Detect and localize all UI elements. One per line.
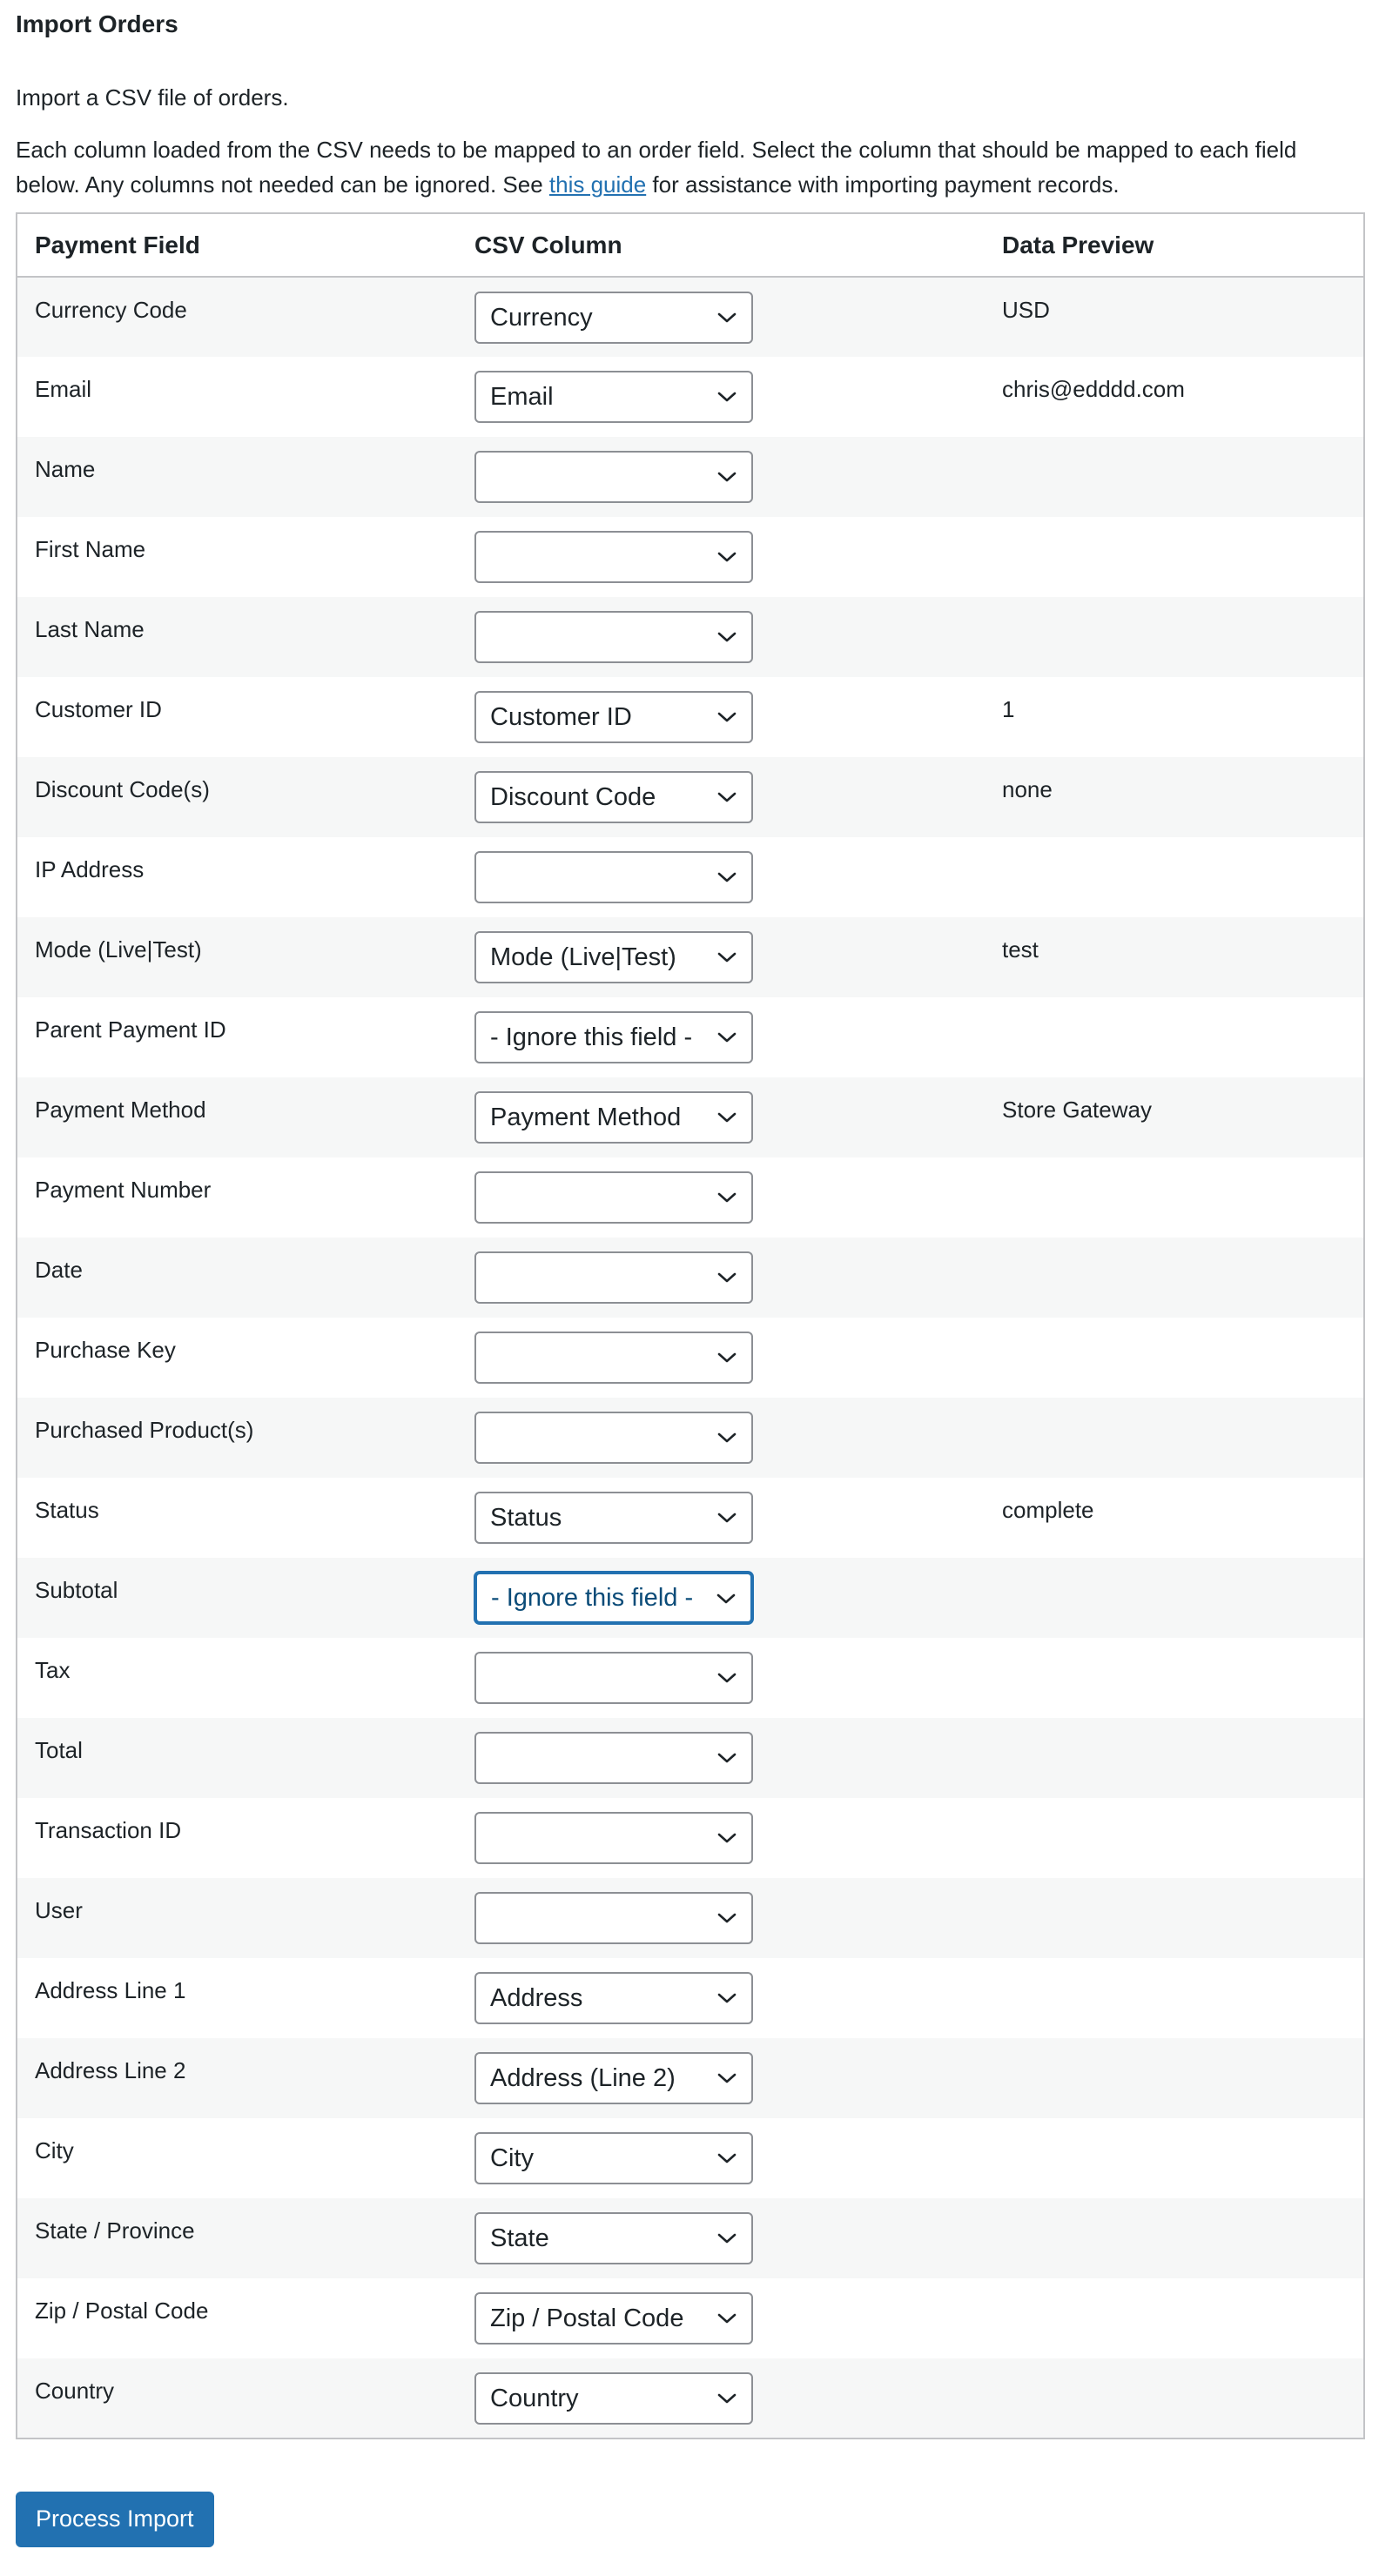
data-preview-value — [985, 437, 1364, 517]
csv-column-select[interactable] — [474, 1412, 753, 1464]
table-row — [17, 1157, 1364, 1238]
header-csv-column: CSV Column — [457, 213, 985, 277]
chevron-down-icon — [716, 2231, 737, 2245]
data-preview-value: none — [985, 757, 1364, 837]
chevron-down-icon — [716, 1831, 737, 1845]
guide-link[interactable]: this guide — [548, 171, 647, 198]
csv-column-select-value: Discount Code — [490, 783, 656, 811]
csv-column-select[interactable] — [474, 1972, 753, 2024]
csv-column-select[interactable] — [474, 1492, 753, 1544]
process-import-button[interactable]: Process Import — [16, 2492, 214, 2547]
csv-column-cell — [457, 1878, 985, 1958]
chevron-down-icon — [716, 2311, 737, 2325]
chevron-down-icon — [716, 1511, 737, 1525]
csv-column-select[interactable] — [474, 1572, 753, 1624]
table-row — [17, 1318, 1364, 1398]
data-preview-value — [985, 1398, 1364, 1478]
payment-field-label: Mode (Live|Test) — [17, 917, 457, 997]
payment-field-label: Discount Code(s) — [17, 757, 457, 837]
chevron-down-icon — [716, 1271, 737, 1285]
csv-column-select[interactable] — [474, 2052, 753, 2104]
table-row — [17, 1958, 1364, 2038]
data-preview-value — [985, 1157, 1364, 1238]
csv-column-cell — [457, 2198, 985, 2278]
chevron-down-icon — [716, 870, 737, 884]
csv-column-select[interactable] — [474, 2372, 753, 2425]
csv-column-cell — [457, 837, 985, 917]
table-row — [17, 917, 1364, 997]
csv-column-cell — [457, 2358, 985, 2438]
csv-column-select-value: - Ignore this field - — [490, 1023, 693, 1051]
csv-column-cell — [457, 677, 985, 757]
field-mapping-table — [16, 212, 1365, 2439]
csv-column-select[interactable] — [474, 611, 753, 663]
payment-field-label: Purchased Product(s) — [17, 1398, 457, 1478]
csv-column-cell — [457, 2278, 985, 2358]
data-preview-value — [985, 997, 1364, 1077]
csv-column-select[interactable] — [474, 1091, 753, 1144]
data-preview-value — [985, 1958, 1364, 2038]
chevron-down-icon — [716, 390, 737, 404]
chevron-down-icon — [716, 470, 737, 484]
csv-column-select[interactable] — [474, 531, 753, 583]
csv-column-select[interactable] — [474, 851, 753, 903]
csv-column-cell — [457, 517, 985, 597]
payment-field-label: Purchase Key — [17, 1318, 457, 1398]
payment-field-label: Subtotal — [17, 1558, 457, 1638]
data-preview-value — [985, 1318, 1364, 1398]
csv-column-select[interactable] — [474, 1732, 753, 1784]
csv-column-select-value: Status — [490, 1504, 562, 1532]
data-preview-value: complete — [985, 1478, 1364, 1558]
table-row — [17, 2358, 1364, 2438]
data-preview-value — [985, 1638, 1364, 1718]
payment-field-label: Email — [17, 357, 457, 437]
payment-field-label: Zip / Postal Code — [17, 2278, 457, 2358]
payment-field-label: Name — [17, 437, 457, 517]
csv-column-select[interactable] — [474, 1892, 753, 1944]
table-row — [17, 1398, 1364, 1478]
chevron-down-icon — [716, 1592, 737, 1606]
csv-column-select[interactable] — [474, 691, 753, 743]
chevron-down-icon — [716, 1991, 737, 2005]
chevron-down-icon — [716, 950, 737, 964]
data-preview-value — [985, 1558, 1364, 1638]
csv-column-select[interactable] — [474, 371, 753, 423]
csv-column-select-value: State — [490, 2224, 549, 2252]
payment-field-label: Customer ID — [17, 677, 457, 757]
csv-column-cell — [457, 597, 985, 677]
page-title: Import Orders — [16, 10, 178, 37]
table-row — [17, 1478, 1364, 1558]
csv-column-select[interactable] — [474, 771, 753, 823]
csv-column-cell — [457, 277, 985, 357]
csv-column-select[interactable] — [474, 292, 753, 344]
csv-column-cell — [457, 437, 985, 517]
data-preview-value: Store Gateway — [985, 1077, 1364, 1157]
csv-column-select[interactable] — [474, 2212, 753, 2264]
csv-column-select[interactable] — [474, 2292, 753, 2345]
csv-column-cell — [457, 1718, 985, 1798]
chevron-down-icon — [716, 1911, 737, 1925]
data-preview-value: chris@edddd.com — [985, 357, 1364, 437]
payment-field-label: Address Line 1 — [17, 1958, 457, 2038]
payment-field-label: Transaction ID — [17, 1798, 457, 1878]
description-text — [16, 132, 1363, 202]
table-row — [17, 997, 1364, 1077]
header-data-preview: Data Preview — [985, 213, 1364, 277]
chevron-down-icon — [716, 1751, 737, 1765]
csv-column-cell — [457, 1478, 985, 1558]
header-payment-field: Payment Field — [17, 213, 457, 277]
table-row — [17, 1638, 1364, 1718]
table-header-row — [17, 213, 1364, 277]
data-preview-value — [985, 2278, 1364, 2358]
csv-column-select-value: Mode (Live|Test) — [490, 943, 676, 971]
data-preview-value — [985, 517, 1364, 597]
payment-field-label: Currency Code — [17, 277, 457, 357]
data-preview-value: USD — [985, 277, 1364, 357]
csv-column-select[interactable] — [474, 1251, 753, 1304]
chevron-down-icon — [716, 1351, 737, 1365]
data-preview-value: 1 — [985, 677, 1364, 757]
table-row — [17, 1878, 1364, 1958]
payment-field-label: Status — [17, 1478, 457, 1558]
payment-field-label: Country — [17, 2358, 457, 2438]
table-row — [17, 1798, 1364, 1878]
csv-column-select[interactable] — [474, 1652, 753, 1704]
csv-column-cell — [457, 2038, 985, 2118]
data-preview-value — [985, 2038, 1364, 2118]
payment-field-label: Tax — [17, 1638, 457, 1718]
table-row — [17, 2118, 1364, 2198]
chevron-down-icon — [716, 1191, 737, 1204]
table-row — [17, 757, 1364, 837]
data-preview-value — [985, 1238, 1364, 1318]
table-row — [17, 277, 1364, 357]
payment-field-label: Payment Method — [17, 1077, 457, 1157]
payment-field-label: State / Province — [17, 2198, 457, 2278]
table-row — [17, 1238, 1364, 1318]
csv-column-select-value: Customer ID — [490, 703, 632, 731]
payment-field-label: IP Address — [17, 837, 457, 917]
csv-column-select[interactable] — [474, 931, 753, 983]
table-row — [17, 1077, 1364, 1157]
chevron-down-icon — [716, 710, 737, 724]
table-row — [17, 677, 1364, 757]
table-row — [17, 517, 1364, 597]
chevron-down-icon — [716, 2151, 737, 2165]
csv-column-cell — [457, 1798, 985, 1878]
csv-column-cell — [457, 357, 985, 437]
csv-column-cell — [457, 917, 985, 997]
chevron-down-icon — [716, 2071, 737, 2085]
csv-column-cell — [457, 1558, 985, 1638]
data-preview-value — [985, 2358, 1364, 2438]
payment-field-label: User — [17, 1878, 457, 1958]
csv-column-select-value: Country — [490, 2385, 579, 2412]
chevron-down-icon — [716, 1030, 737, 1044]
chevron-down-icon — [716, 1431, 737, 1445]
payment-field-label: Date — [17, 1238, 457, 1318]
chevron-down-icon — [716, 2392, 737, 2405]
payment-field-label: Payment Number — [17, 1157, 457, 1238]
payment-field-label: Last Name — [17, 597, 457, 677]
csv-column-cell — [457, 2118, 985, 2198]
csv-column-select-value: Address (Line 2) — [490, 2064, 676, 2092]
chevron-down-icon — [716, 1671, 737, 1685]
csv-column-cell — [457, 1318, 985, 1398]
data-preview-value: test — [985, 917, 1364, 997]
description-after: for assistance with importing payment records. — [646, 171, 1120, 198]
csv-column-select[interactable] — [474, 1011, 753, 1063]
payment-field-label: Address Line 2 — [17, 2038, 457, 2118]
chevron-down-icon — [716, 311, 737, 325]
table-row — [17, 837, 1364, 917]
csv-column-select-value: - Ignore this field - — [491, 1584, 694, 1612]
csv-column-select-value: Currency — [490, 304, 593, 332]
csv-column-cell — [457, 1638, 985, 1718]
csv-column-select-value: Zip / Postal Code — [490, 2304, 684, 2332]
data-preview-value — [985, 1878, 1364, 1958]
csv-column-select-value: City — [490, 2144, 534, 2172]
table-row — [17, 597, 1364, 677]
data-preview-value — [985, 2198, 1364, 2278]
chevron-down-icon — [716, 630, 737, 644]
data-preview-value — [985, 597, 1364, 677]
csv-column-cell — [457, 997, 985, 1077]
table-row — [17, 1558, 1364, 1638]
table-row — [17, 2278, 1364, 2358]
table-row — [17, 437, 1364, 517]
data-preview-value — [985, 1798, 1364, 1878]
payment-field-label: Parent Payment ID — [17, 997, 457, 1077]
table-row — [17, 357, 1364, 437]
csv-column-cell — [457, 1398, 985, 1478]
payment-field-label: First Name — [17, 517, 457, 597]
csv-column-cell — [457, 1157, 985, 1238]
chevron-down-icon — [716, 1110, 737, 1124]
csv-column-select[interactable] — [474, 1332, 753, 1384]
table-row — [17, 2038, 1364, 2118]
data-preview-value — [985, 1718, 1364, 1798]
csv-column-select[interactable] — [474, 1171, 753, 1224]
csv-column-cell — [457, 1077, 985, 1157]
payment-field-label: Total — [17, 1718, 457, 1798]
csv-column-select-value: Payment Method — [490, 1104, 682, 1131]
data-preview-value — [985, 837, 1364, 917]
table-row — [17, 1718, 1364, 1798]
csv-column-select[interactable] — [474, 2132, 753, 2184]
csv-column-select[interactable] — [474, 451, 753, 503]
intro-text: Import a CSV file of orders. — [16, 84, 289, 111]
table-row — [17, 2198, 1364, 2278]
chevron-down-icon — [716, 550, 737, 564]
csv-column-cell — [457, 1958, 985, 2038]
csv-column-cell — [457, 1238, 985, 1318]
csv-column-select[interactable] — [474, 1812, 753, 1864]
payment-field-label: City — [17, 2118, 457, 2198]
csv-column-select-value: Email — [490, 383, 554, 411]
csv-column-select-value: Address — [490, 1984, 583, 2012]
chevron-down-icon — [716, 790, 737, 804]
description-before: Each column loaded from the CSV needs to be mapped to an order field. Select the column that should be mapped to each field below. Any columns not needed can be ignored. See — [16, 137, 1297, 198]
data-preview-value — [985, 2118, 1364, 2198]
csv-column-cell — [457, 757, 985, 837]
